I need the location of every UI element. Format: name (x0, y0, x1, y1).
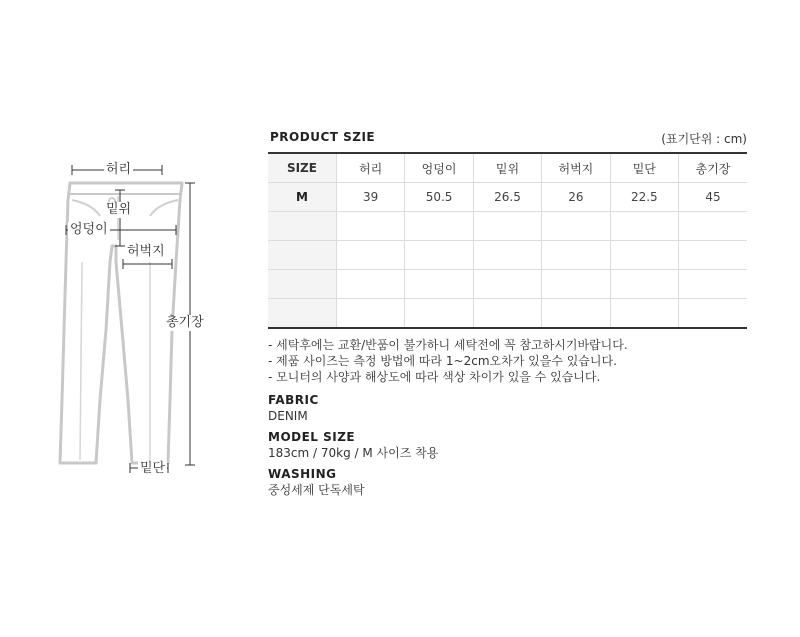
table-cell (268, 241, 336, 270)
fabric-heading: FABRIC (268, 393, 319, 407)
header-cell: 허벅지 (542, 153, 610, 183)
model-size-heading: MODEL SIZE (268, 430, 356, 444)
product-size-title: PRODUCT SZIE (270, 130, 376, 144)
table-cell: 26.5 (473, 183, 541, 212)
size-table-title-row (270, 130, 747, 148)
table-cell (679, 241, 747, 270)
rise-label: 밑위 (106, 202, 132, 217)
header-cell: 총기장 (679, 153, 747, 183)
table-cell (268, 270, 336, 299)
size-table (268, 152, 747, 329)
table-cell: 22.5 (610, 183, 678, 212)
table-row (268, 212, 747, 241)
table-cell: M (268, 183, 336, 212)
table-cell (610, 241, 678, 270)
length-label: 총기장 (166, 315, 204, 330)
header-cell: 허리 (336, 153, 404, 183)
fabric-section (268, 392, 748, 424)
table-cell (336, 270, 404, 299)
washing-value: 중성세제 단독세탁 (268, 483, 365, 497)
model-size-section (268, 429, 748, 461)
table-cell (473, 212, 541, 241)
table-cell (610, 299, 678, 329)
table-cell (679, 270, 747, 299)
table-cell (542, 212, 610, 241)
care-notes (268, 337, 628, 385)
hip-label: 엉덩이 (70, 222, 108, 237)
table-cell (679, 299, 747, 329)
table-cell: 45 (679, 183, 747, 212)
header-cell: SIZE (268, 153, 336, 183)
table-cell (405, 270, 473, 299)
hem-label: 밑단 (140, 461, 166, 476)
model-size-value: 183cm / 70kg / M 사이즈 착용 (268, 446, 439, 460)
table-cell (542, 241, 610, 270)
table-cell (679, 212, 747, 241)
header-cell: 밑단 (610, 153, 678, 183)
washing-section (268, 466, 748, 498)
header-cell: 엉덩이 (405, 153, 473, 183)
table-cell (336, 212, 404, 241)
table-cell: 50.5 (405, 183, 473, 212)
waist-label: 허리 (106, 162, 132, 177)
table-cell (268, 299, 336, 329)
pants-measurement-diagram (0, 0, 260, 637)
table-cell (542, 270, 610, 299)
pants-illustration (0, 0, 260, 637)
table-cell (473, 299, 541, 329)
table-row (268, 183, 747, 212)
header-cell: 밑위 (473, 153, 541, 183)
table-cell: 26 (542, 183, 610, 212)
table-row (268, 270, 747, 299)
table-cell (336, 241, 404, 270)
table-row (268, 299, 747, 329)
unit-label: (표기단위 : cm) (661, 132, 747, 146)
table-cell (405, 299, 473, 329)
washing-heading: WASHING (268, 467, 337, 481)
table-cell (405, 241, 473, 270)
table-cell (473, 241, 541, 270)
table-cell (336, 299, 404, 329)
table-cell (268, 212, 336, 241)
fabric-value: DENIM (268, 409, 308, 423)
note-line: - 제품 사이즈는 측정 방법에 따라 1~2cm오차가 있을수 있습니다. (268, 354, 617, 368)
table-row (268, 241, 747, 270)
table-cell (473, 270, 541, 299)
note-line: - 세탁후에는 교환/반품이 불가하니 세탁전에 꼭 참고하시기바랍니다. (268, 338, 628, 352)
table-cell: 39 (336, 183, 404, 212)
size-table-header-row (268, 153, 747, 183)
table-cell (610, 212, 678, 241)
table-cell (542, 299, 610, 329)
table-cell (405, 212, 473, 241)
thigh-label: 허벅지 (127, 244, 165, 259)
table-cell (610, 270, 678, 299)
note-line: - 모니터의 사양과 해상도에 따라 색상 차이가 있을 수 있습니다. (268, 370, 601, 384)
